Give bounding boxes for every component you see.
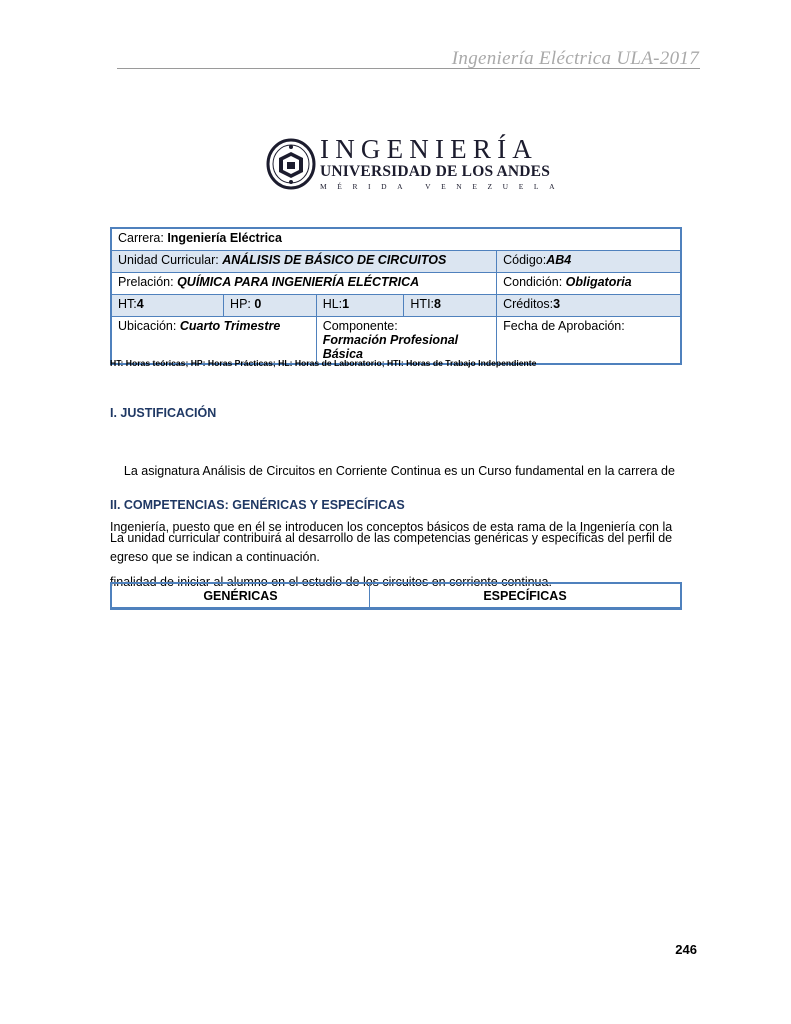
condicion-label: Condición:: [503, 275, 566, 289]
university-seal-icon: [266, 138, 316, 190]
ubicacion-label: Ubicación:: [118, 319, 180, 333]
ht-cell: [111, 295, 224, 317]
ht-value: 4: [136, 297, 144, 311]
paragraph-line: La unidad curricular contribuirá al desarrollo de las competencias genéricas y específicas del perfil de: [110, 531, 673, 545]
table-row: [111, 317, 681, 365]
codigo-value: AB4: [546, 253, 572, 267]
hti-value: 8: [434, 297, 441, 311]
hl-label: HL:: [322, 297, 343, 311]
ubicacion-cell: [111, 317, 316, 365]
table-row: [111, 295, 681, 317]
componente-value: Formación Profesional Básica: [322, 333, 459, 361]
faculty-logo: [266, 134, 566, 194]
prelacion-value: QUÍMICA PARA INGENIERÍA ELÉCTRICA: [177, 275, 420, 289]
col-genericas: GENÉRICAS: [111, 583, 370, 609]
paragraph-line: finalidad de iniciar al alumno en el estudio de los circuitos en corriente continua.: [110, 575, 552, 589]
codigo-cell: [497, 251, 681, 273]
creditos-label: Créditos:: [503, 297, 554, 311]
codigo-label: Código:: [503, 253, 547, 267]
course-info-table: [110, 227, 682, 365]
table-row: [111, 273, 681, 295]
hl-value: 1: [342, 297, 350, 311]
logo-university: UNIVERSIDAD DE LOS ANDES: [320, 163, 551, 180]
componente-label: Componente:: [322, 319, 398, 333]
carrera-label: Carrera:: [118, 231, 168, 245]
fecha-cell: [497, 317, 681, 365]
section-heading-competencias: II. COMPETENCIAS: GENÉRICAS Y ESPECÍFICAS: [110, 498, 405, 512]
unidad-cell: [111, 251, 497, 273]
logo-city: MÉRIDA VENEZUELA: [320, 182, 566, 191]
carrera-cell: [111, 228, 681, 251]
hp-cell: [224, 295, 317, 317]
condicion-value: Obligatoria: [565, 275, 632, 289]
competencias-table: [110, 582, 682, 610]
hl-cell: [316, 295, 404, 317]
logo-title: INGENIERÍA: [320, 134, 538, 164]
unidad-value: ANÁLISIS DE BÁSICO DE CIRCUITOS: [222, 253, 447, 267]
running-header: Ingeniería Eléctrica ULA-2017: [451, 48, 699, 69]
fecha-label: Fecha de Aprobación:: [503, 319, 625, 333]
page-number: 246: [675, 942, 697, 957]
prelacion-label: Prelación:: [118, 275, 178, 289]
paragraph-line: Ingeniería, puesto que en él se introducen los conceptos básicos de esta rama de la Ingeniería con la: [110, 519, 673, 534]
paragraph-line: La asignatura Análisis de Circuitos en Corriente Continua es un Curso fundamental en la carrera de: [110, 464, 675, 478]
table-row: [111, 583, 681, 609]
hti-cell: [404, 295, 497, 317]
abbreviations-note: HT: Horas teóricas; HP: Horas Prácticas; HL: Horas de Laboratorio; HTI: Horas de Trabajo Independiente: [110, 358, 537, 368]
ubicacion-value: Cuarto Trimestre: [179, 319, 281, 333]
creditos-cell: [497, 295, 681, 317]
condicion-cell: [497, 273, 681, 295]
ht-label: HT:: [118, 297, 137, 311]
paragraph-line: egreso que se indican a continuación.: [110, 549, 320, 564]
table-row: [111, 228, 681, 251]
section-heading-justificacion: I. JUSTIFICACIÓN: [110, 406, 217, 420]
prelacion-cell: [111, 273, 497, 295]
hp-value: 0: [254, 297, 262, 311]
table-row: [111, 251, 681, 273]
header-rule: [117, 68, 700, 69]
col-especificas: ESPECÍFICAS: [370, 583, 682, 609]
hp-label: HP:: [230, 297, 255, 311]
competencias-paragraph: [110, 529, 700, 566]
creditos-value: 3: [553, 297, 561, 311]
unidad-label: Unidad Curricular:: [118, 253, 223, 267]
hti-label: HTI:: [410, 297, 435, 311]
componente-cell: [316, 317, 496, 365]
carrera-value: Ingeniería Eléctrica: [167, 231, 282, 245]
